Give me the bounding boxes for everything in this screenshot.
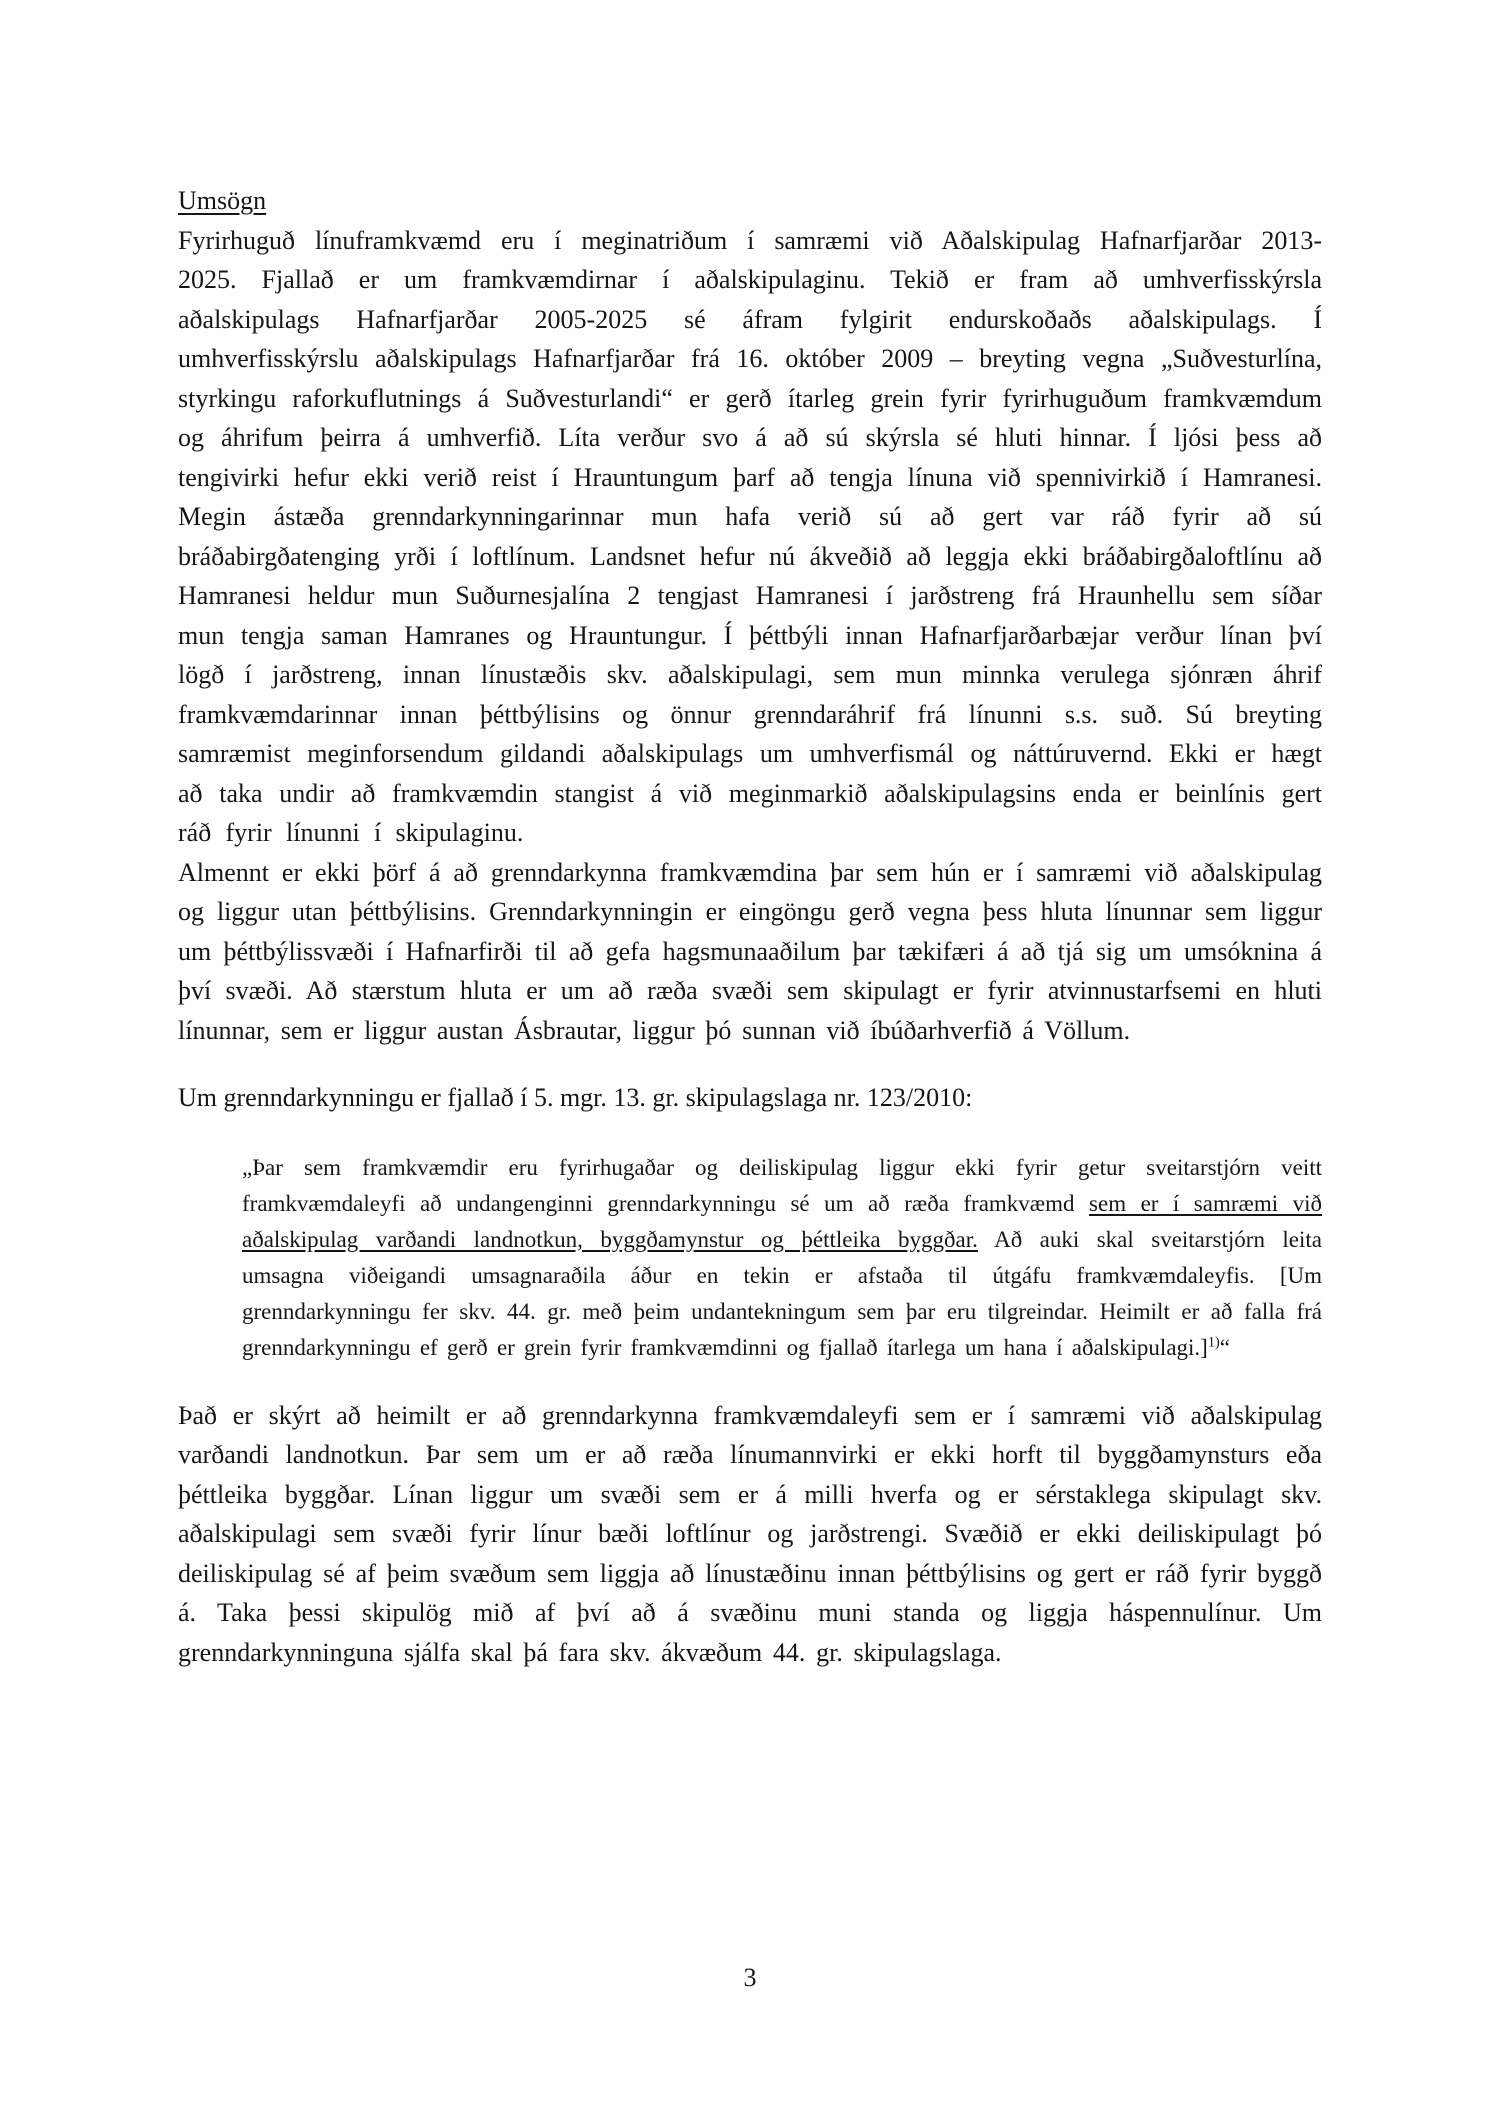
document-title: Umsögn [178,186,267,215]
page-number: 3 [743,1963,757,1992]
law-quote-text-end: Að auki skal sveitarstjórn leita umsagna viðeigandi umsagnaraðila áður en tekin er afstaða til útgáfu framkvæmdaleyfis. [Um grenndarkynningu fer skv. 44. gr. með þeim undantekningum sem þar eru tilgreindar. Heimilt er að falla frá grenndarkynningu ef gerð er grein fyrir framkvæmdinni og fjallað ítarlega um hana í aðalskipulagi.] [242,1226,1322,1360]
paragraph-assessment: Fyrirhuguð línuframkvæmd eru í meginatriðum í samræmi við Aðalskipulag Hafnarfjarðar 2013-2025. Fjallað er um framkvæmdirnar í aðalskipulaginu. Tekið er fram að umhverfisskýrsla aðalskipulags Hafnarfjarðar 2005-2025 sé áfram fylgirit endurskoðaðs aðalskipulags. Í umhverfisskýrslu aðalskipulags Hafnarfjarðar frá 16. október 2009 – breyting vegna „Suðvesturlína, styrkingu raforkuflutnings á Suðvesturlandi“ er gerð ítarleg grein fyrir fyrirhuguðum framkvæmdum og áhrifum þeirra á umhverfið. Líta verður svo á að sú skýrsla sé hluti hinnar. Í ljósi þess að tengivirki hefur ekki verið reist í Hrauntungum þarf að tengja línuna við spennivirkið í Hamranesi. Megin ástæða grenndarkynningarinnar mun hafa verið sú að gert var ráð fyrir að sú bráðabirgðatenging yrði í loftlínum. Landsnet hefur nú ákveðið að leggja ekki bráðabirgðaloftlínu að Hamranesi heldur mun Suðurnesjalína 2 tengjast Hamranesi í jarðstreng frá Hraunhellu sem síðar mun tengja saman Hamranes og Hrauntungur. Í þéttbýli innan Hafnarfjarðarbæjar verður línan því lögð í jarðstreng, innan línustæðis skv. aðalskipulagi, sem mun minnka verulega sjónræn áhrif framkvæmdarinnar innan þéttbýlisins og önnur grenndaráhrif frá línunni s.s. suð. Sú breyting samræmist meginforsendum gildandi aðalskipulags um umhverfismál og náttúruvernd. Ekki er hægt að taka undir að framkvæmdin stangist á við meginmarkið aðalskipulagsins enda er beinlínis gert ráð fyrir línunni í skipulaginu. [178,225,1322,847]
paragraph-neighborhood-notification: Almennt er ekki þörf á að grenndarkynna framkvæmdina þar sem hún er í samræmi við aðalskipulag og liggur utan þéttbýlisins. Grenndarkynningin er eingöngu gerð vegna þess hluta línunnar sem liggur um þéttbýlissvæði í Hafnarfirði til að gefa hagsmunaaðilum þar tækifæri á að tjá sig um umsóknina á því svæði. Að stærstum hluta er um að ræða svæði sem skipulagt er fyrir atvinnustarfsemi en hluti línunnar, sem er liggur austan Ásbrautar, liggur þó sunnan við íbúðarhverfið á Völlum. [178,857,1322,1045]
closing-quote-mark: “ [1219,1334,1230,1360]
law-quote-underlined-text: sem er í samræmi við aðalskipulag varðandi landnotkun, byggðamynstur og þéttleika byggðar. [242,1190,1323,1252]
footnote-reference-marker: 1) [1207,1333,1220,1350]
law-quote-text-start: „Þar sem framkvæmdir eru fyrirhugaðar og deiliskipulag liggur ekki fyrir getur sveitarstjórn veitt framkvæmdaleyfi að undangenginni grenndarkynningu sé um að ræða framkvæmd [242,1154,1322,1216]
paragraph-law-reference-intro: Um grenndarkynningu er fjallað í 5. mgr. 13. gr. skipulagslaga nr. 123/2010: [178,1083,973,1112]
document-content [178,181,1322,1672]
paragraph-conclusion: Það er skýrt að heimilt er að grenndarkynna framkvæmdaleyfi sem er í samræmi við aðalskipulag varðandi landnotkun. Þar sem um er að ræða línumannvirki er ekki horft til byggðamynsturs eða þéttleika byggðar. Línan liggur um svæði sem er á milli hverfa og er sérstaklega skipulagt skv. aðalskipulagi sem svæði fyrir línur bæði loftlínur og jarðstrengi. Svæðið er ekki deiliskipulagt þó deiliskipulag sé af þeim svæðum sem liggja að línustæðinu innan þéttbýlisins og gert er ráð fyrir byggð á. Taka þessi skipulög mið af því að á svæðinu muni standa og liggja háspennulínur. Um grenndarkynninguna sjálfa skal þá fara skv. ákvæðum 44. gr. skipulagslaga. [178,1400,1322,1667]
law-quote-block [242,1150,1322,1366]
